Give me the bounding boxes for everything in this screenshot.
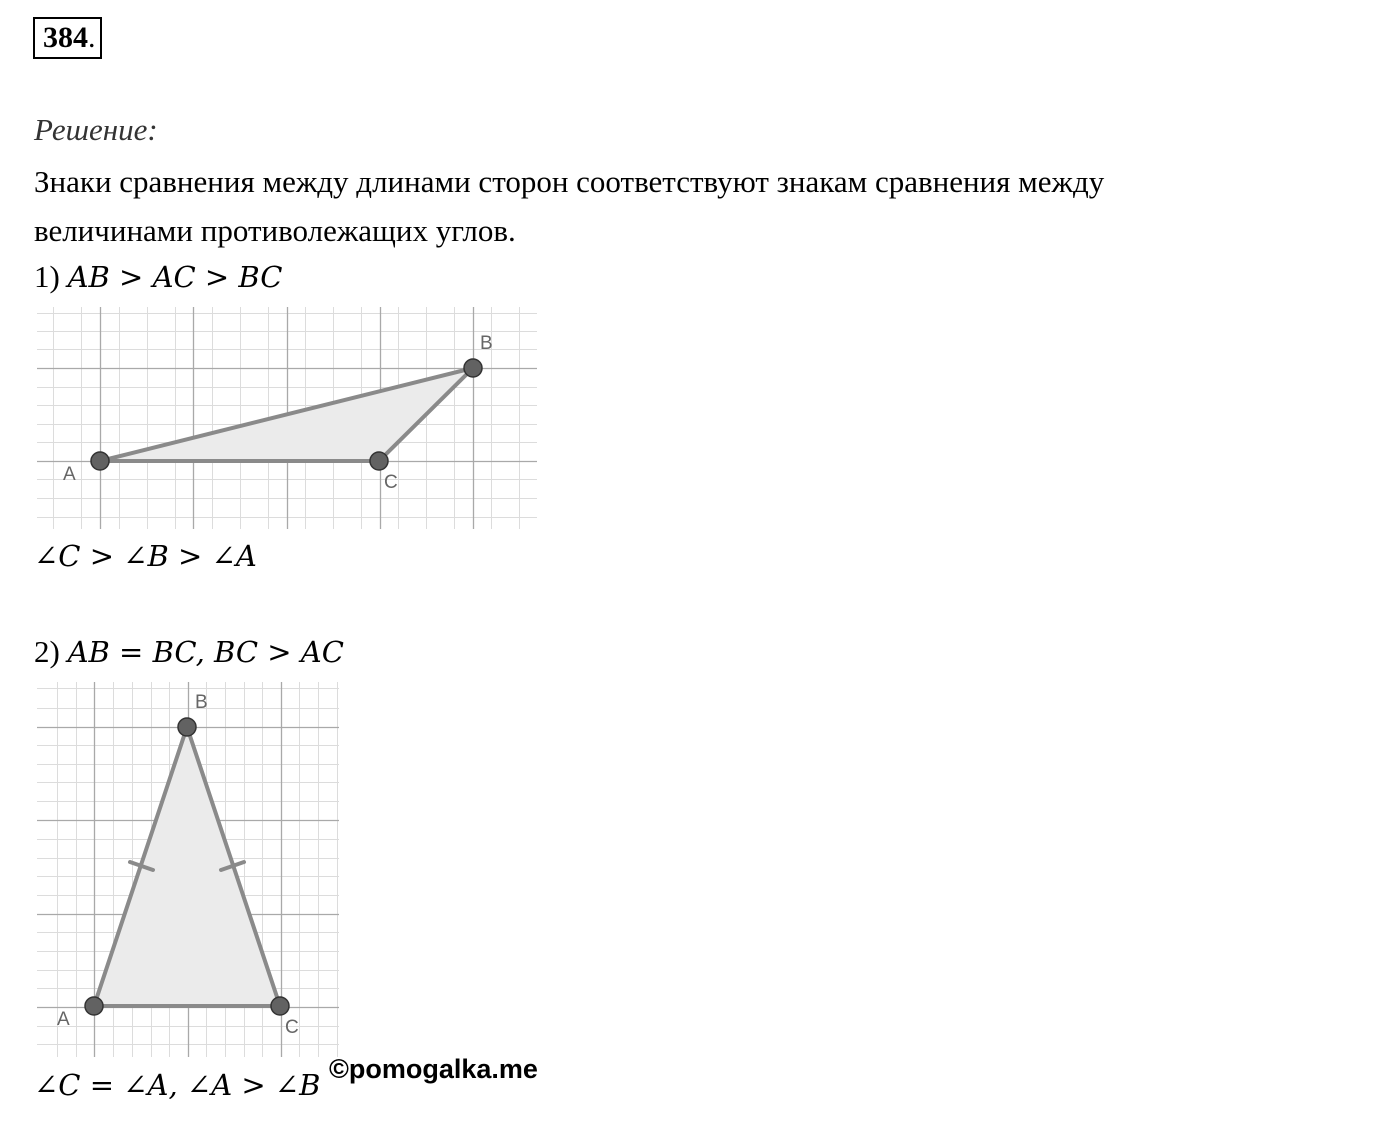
solution-heading: Решение: (34, 112, 158, 147)
point-b (464, 359, 482, 377)
label-a: A (63, 464, 76, 485)
point-a (85, 997, 103, 1015)
figure-2-fill (94, 727, 280, 1006)
point-b (178, 718, 196, 736)
label-b: B (195, 692, 208, 713)
case2-sides: AB = BC, BC > AC (67, 635, 344, 669)
paragraph-line-2: величинами противолежащих углов. (34, 213, 516, 248)
figure-1-triangle (37, 307, 537, 529)
case2-label: 2) (34, 634, 60, 669)
point-c (271, 997, 289, 1015)
figure-2-triangle (37, 682, 339, 1057)
label-c: C (285, 1017, 299, 1038)
label-b: B (480, 333, 493, 354)
case1-statement (34, 259, 282, 295)
label-c: C (384, 472, 398, 493)
label-a: A (57, 1009, 70, 1030)
case2-angles: ∠C = ∠A, ∠A > ∠B (34, 1068, 321, 1102)
point-a (91, 452, 109, 470)
case1-label: 1) (34, 259, 60, 294)
case1-angles: ∠C > ∠B > ∠A (34, 539, 257, 573)
problem-number: 384. (33, 17, 102, 59)
watermark: ©pomogalka.me (329, 1054, 538, 1084)
case2-statement (34, 634, 344, 670)
paragraph-line-1: Знаки сравнения между длинами сторон соответствуют знакам сравнения между (34, 164, 1105, 199)
case1-sides: AB > AC > BC (67, 260, 283, 294)
point-c (370, 452, 388, 470)
